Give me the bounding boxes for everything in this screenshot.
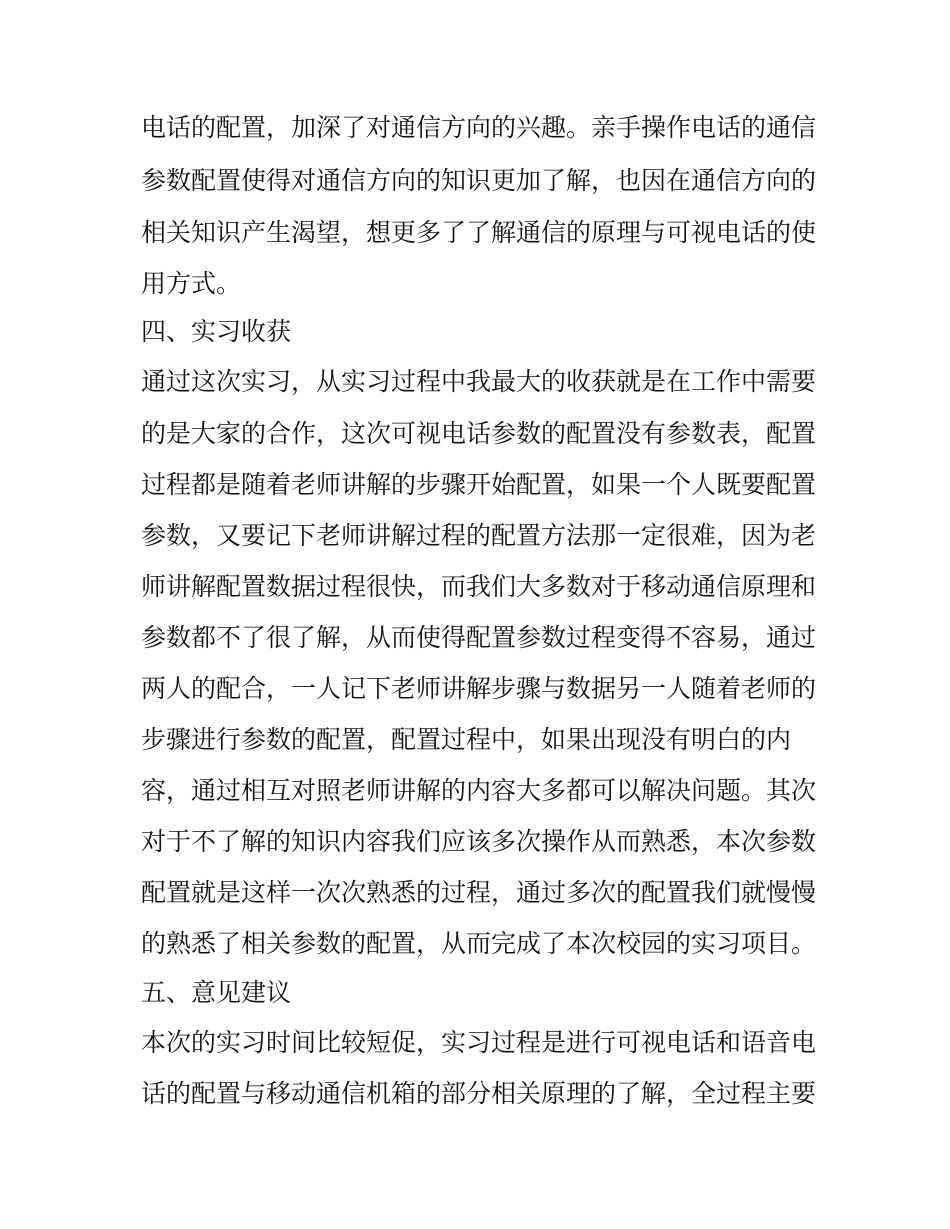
paragraph-line: 的熟悉了相关参数的配置，从而完成了本次校园的实习项目。 (141, 929, 817, 958)
paragraph-line: 师讲解配置数据过程很快，而我们大多数对于移动通信原理和 (141, 572, 817, 601)
paragraph-line: 本次的实习时间比较短促，实习过程是进行可视电话和语音电 (141, 1028, 817, 1057)
section-heading-harvest: 四、实习收获 (141, 317, 292, 346)
paragraph-line: 参数，又要记下老师讲解过程的配置方法那一定很难，因为老 (141, 521, 817, 550)
paragraph-line: 配置就是这样一次次熟悉的过程，通过多次的配置我们就慢慢 (141, 878, 817, 907)
section-heading-suggestions: 五、意见建议 (141, 978, 292, 1007)
paragraph-line: 用方式。 (141, 269, 242, 298)
paragraph-line: 对于不了解的知识内容我们应该多次操作从而熟悉，本次参数 (141, 827, 817, 856)
paragraph-line: 参数配置使得对通信方向的知识更加了解，也因在通信方向的 (141, 166, 817, 195)
paragraph-line: 相关知识产生渴望，想更多了了解通信的原理与可视电话的使 (141, 218, 817, 247)
paragraph-line: 电话的配置，加深了对通信方向的兴趣。亲手操作电话的通信 (141, 113, 817, 142)
paragraph-line: 容，通过相互对照老师讲解的内容大多都可以解决问题。其次 (141, 776, 817, 805)
paragraph-line: 通过这次实习，从实习过程中我最大的收获就是在工作中需要 (141, 367, 817, 396)
paragraph-line: 话的配置与移动通信机箱的部分相关原理的了解，全过程主要 (141, 1079, 817, 1108)
paragraph-line: 的是大家的合作，这次可视电话参数的配置没有参数表，配置 (141, 419, 817, 448)
paragraph-line: 步骤进行参数的配置，配置过程中，如果出现没有明白的内 (141, 725, 792, 754)
paragraph-line: 两人的配合，一人记下老师讲解步骤与数据另一人随着老师的 (141, 674, 817, 703)
paragraph-line: 过程都是随着老师讲解的步骤开始配置，如果一个人既要配置 (141, 470, 817, 499)
paragraph-line: 参数都不了很了解，从而使得配置参数过程变得不容易，通过 (141, 623, 817, 652)
